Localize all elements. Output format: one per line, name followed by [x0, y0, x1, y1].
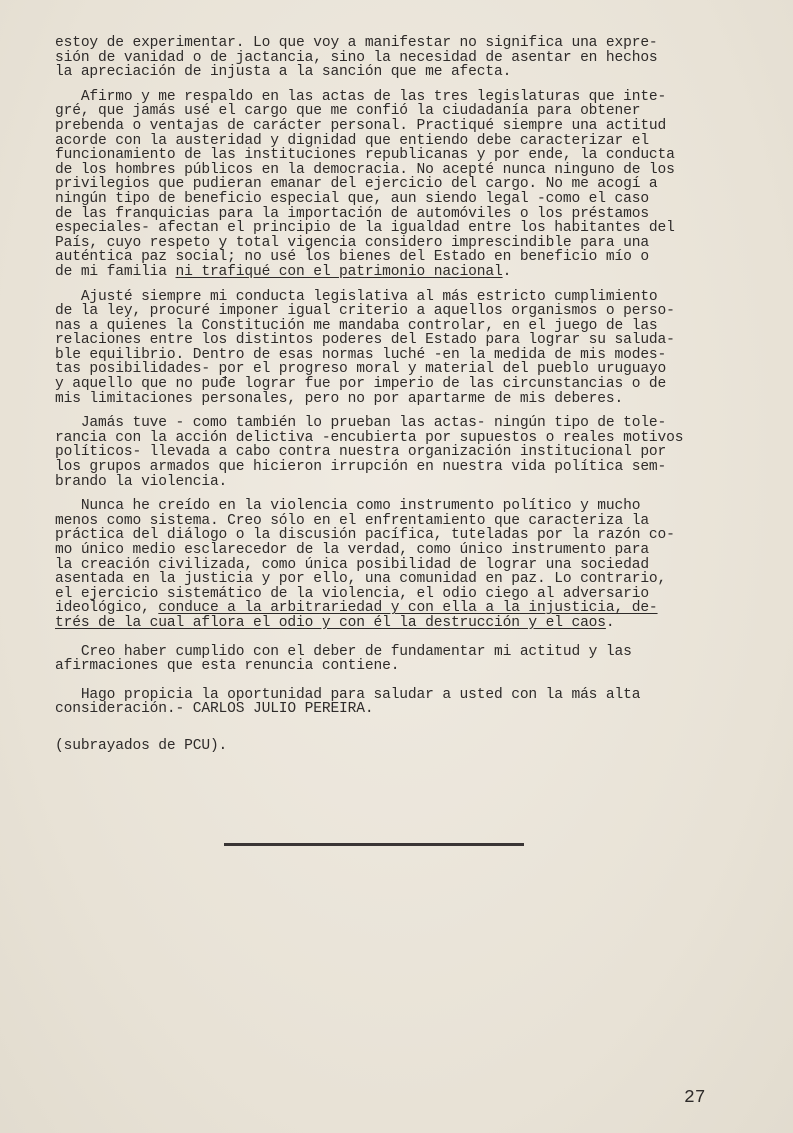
text-line: y aquello que no puđe lograr fue por imperio de las circunstancias o de	[55, 376, 667, 393]
text-line: de la ley, procuré imponer igual criterio a aquellos organismos o perso-	[55, 303, 675, 320]
text-line: acorde con la austeridad y dignidad que entiendo debe caracterizar el	[55, 132, 649, 149]
document-body	[55, 36, 765, 764]
text-line: mo único medio esclarecedor de la verdad, como único instrumento para	[55, 542, 649, 558]
text-line: políticos- llevada a cabo contra nuestra organización institucional por	[55, 444, 667, 461]
paragraph-3	[55, 290, 765, 407]
text-line: el ejercicio sistemático de la violencia, el odio ciego al adversario	[55, 585, 649, 602]
text-line: País, cuyo respeto y total vigencia considero imprescindible para una	[55, 234, 649, 251]
paragraph-6	[55, 645, 765, 674]
text-line: nas a quienes la Constitución me mandaba controlar, en el juego de las	[55, 317, 658, 334]
plain-text: de mi familia	[55, 263, 176, 280]
text-line: menos como sistema. Creo sólo en el enfrentamiento que caracteriza la	[55, 512, 649, 529]
plain-text: ideológico,	[55, 600, 159, 617]
paragraph-2	[55, 90, 765, 280]
horizontal-rule	[224, 843, 524, 846]
page-number: 27	[684, 1088, 706, 1108]
text-line: Jamás tuve - como también lo prueban las actas- ningún tipo de tole-	[55, 415, 667, 432]
plain-text: .	[605, 614, 615, 631]
text-line: (subrayados de PCU).	[55, 737, 228, 754]
text-line: prebenda o ventajas de carácter personal. Practiqué siempre una actitud	[55, 117, 667, 134]
text-line: afirmaciones que esta renuncia contiene.	[55, 658, 400, 675]
text-line: Afirmo y me respaldo en las actas de las tres legislaturas que inte-	[55, 88, 667, 105]
underlined-text: trés de la cual aflora el odio y con él la destrucción y el caos	[55, 614, 606, 631]
text-line: auténtica paz social; no usé los bienes del Estado en beneficio mío o	[55, 249, 649, 266]
paragraph-7	[55, 688, 765, 717]
text-line: Nunca he creído en la violencia como instrumento político y mucho	[55, 498, 641, 515]
text-line: ble equilibrio. Dentro de esas normas luché -en la medida de mis modes-	[55, 346, 667, 363]
text-line: especiales- afectan el principio de la igualdad entre los habitantes del	[55, 220, 675, 237]
text-line: Hago propicia la oportunidad para saludar a usted con la más alta	[55, 686, 641, 703]
text-line: gré, que jamás usé el cargo que me confió la ciudadanía para obtener	[55, 103, 641, 120]
text-line: los grupos armados que hicieron irrupción en nuestra vida política sem-	[55, 459, 667, 476]
paragraph-5	[55, 499, 765, 630]
text-line: consideración.- CARLOS JULIO PEREIRA.	[55, 701, 374, 718]
text-line: funcionamiento de las instituciones republicanas y por ende, la conducta	[55, 147, 675, 164]
text-line: de las franquicias para la importación de automóviles o los préstamos	[55, 205, 649, 222]
text-line: tas posibilidades- por el progreso moral y material del pueblo uruguayo	[55, 361, 667, 378]
text-line: estoy de experimentar. Lo que voy a manifestar no significa una expre-	[55, 35, 658, 51]
text-line: privilegios que pudieran emanar del ejercicio del cargo. No me acogí a	[55, 176, 658, 193]
underlined-text: conduce a la arbitrariedad y con ella a la injusticia, de-	[158, 600, 658, 617]
paragraph-8	[55, 739, 765, 754]
plain-text: .	[502, 263, 512, 280]
text-line: rancia con la acción delictiva -encubierta por supuestos o reales motivos	[55, 429, 684, 446]
paragraph-4	[55, 416, 765, 489]
text-line: mis limitaciones personales, pero no por apartarme de mis deberes.	[55, 390, 624, 407]
text-line	[55, 265, 765, 280]
paragraph-1	[55, 36, 765, 80]
text-line	[55, 616, 765, 631]
text-line: relaciones entre los distintos poderes del Estado para lograr su saluda-	[55, 332, 675, 349]
text-line: Creo haber cumplido con el deber de fundamentar mi actitud y las	[55, 643, 632, 660]
text-line: sión de vanidad o de jactancia, sino la necesidad de asentar en hechos	[55, 49, 658, 66]
text-line: práctica del diálogo o la discusión pacífica, tuteladas por la razón co-	[55, 527, 675, 544]
text-line: de los hombres públicos en la democracia. No acepté nunca ninguno de los	[55, 161, 675, 178]
text-line: la apreciación de injusta a la sanción que me afecta.	[55, 64, 512, 81]
text-line: la creación civilizada, como única posibilidad de lograr una sociedad	[55, 556, 649, 573]
text-line: Ajusté siempre mi conducta legislativa al más estricto cumplimiento	[55, 288, 658, 305]
text-line: ningún tipo de beneficio especial que, aun siendo legal -como el caso	[55, 190, 649, 207]
text-line	[55, 601, 765, 616]
underlined-text: ni trafiqué con el patrimonio nacional	[175, 263, 503, 280]
text-line: asentada en la justicia y por ello, una comunidad en paz. Lo contrario,	[55, 571, 667, 588]
text-line: brando la violencia.	[55, 473, 228, 490]
